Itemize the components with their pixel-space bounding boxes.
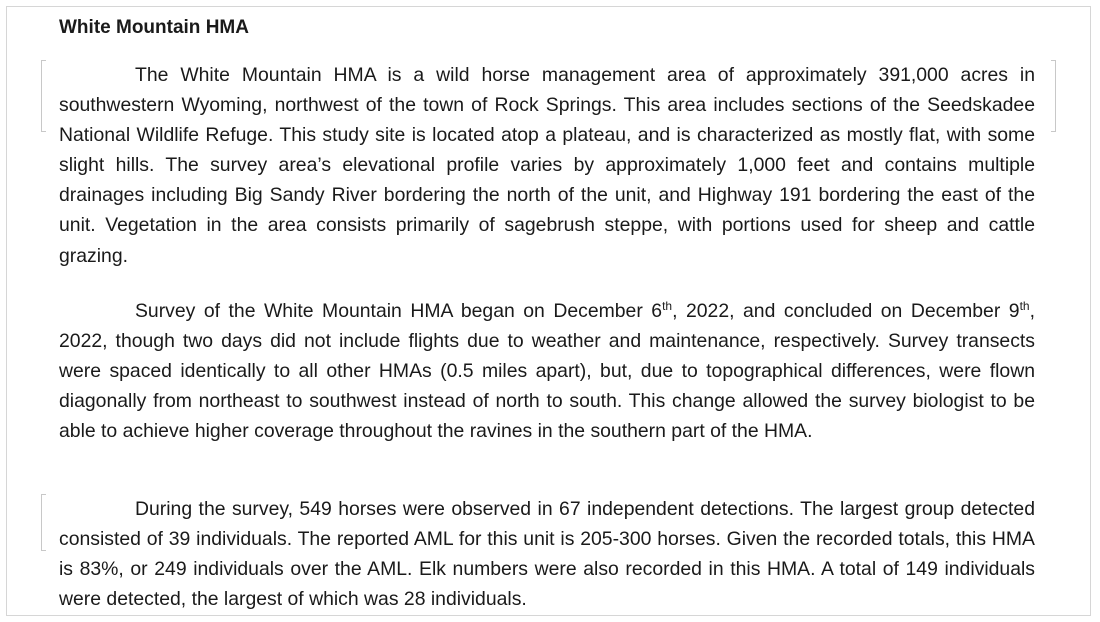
survey-text-c: , 2022, though two days did not include flights due to weather and maintenance, respectively. Survey transects were spaced identically to all other HMAs (0.5 miles apart), but, due to topographical differences, were flown diagonally from northeast to southwest instead of north to south. This change allowed the survey biologist to be able to achieve higher coverage throughout the ravines in the southern part of the HMA.: [59, 300, 1035, 443]
ordinal-suffix: th: [1019, 299, 1030, 313]
paragraph-overview-text: The White Mountain HMA is a wild horse management area of approximately 391,000 acres in southwestern Wyoming, northwest of the town of Rock Springs. This area includes sections of the Seedskadee National Wildlife Refuge. This study site is located atop a plateau, and is characterized as mostly flat, with some slight hills. The survey area’s elevational profile varies by approximately 1,000 feet and contains multiple drainages including Big Sandy River bordering the north of the unit, and Highway 191 bordering the east of the unit. Vegetation in the area consists primarily of sagebrush steppe, with portions used for sheep and cattle grazing.: [59, 64, 1035, 267]
selection-bracket-left: [41, 60, 46, 132]
paragraph-results: [59, 494, 1035, 614]
paragraph-results-text: During the survey, 549 horses were observed in 67 independent detections. The largest group detected consisted of 39 individuals. The reported AML for this unit is 205-300 horses. Given the recorded totals, this HMA is 83%, or 249 individuals over the AML. Elk numbers were also recorded in this HMA. A total of 149 individuals were detected, the largest of which was 28 individuals.: [59, 498, 1035, 611]
section-heading: White Mountain HMA: [59, 17, 249, 38]
paragraph-overview: [59, 60, 1035, 271]
paragraph-survey-dates: [59, 296, 1035, 446]
survey-text-a: Survey of the White Mountain HMA began on December 6: [135, 300, 663, 322]
survey-text-b: , 2022, and concluded on December 9: [672, 300, 1020, 322]
selection-bracket-right: [1051, 60, 1056, 132]
ordinal-suffix: th: [662, 299, 673, 313]
selection-bracket-left-lower: [41, 494, 46, 551]
